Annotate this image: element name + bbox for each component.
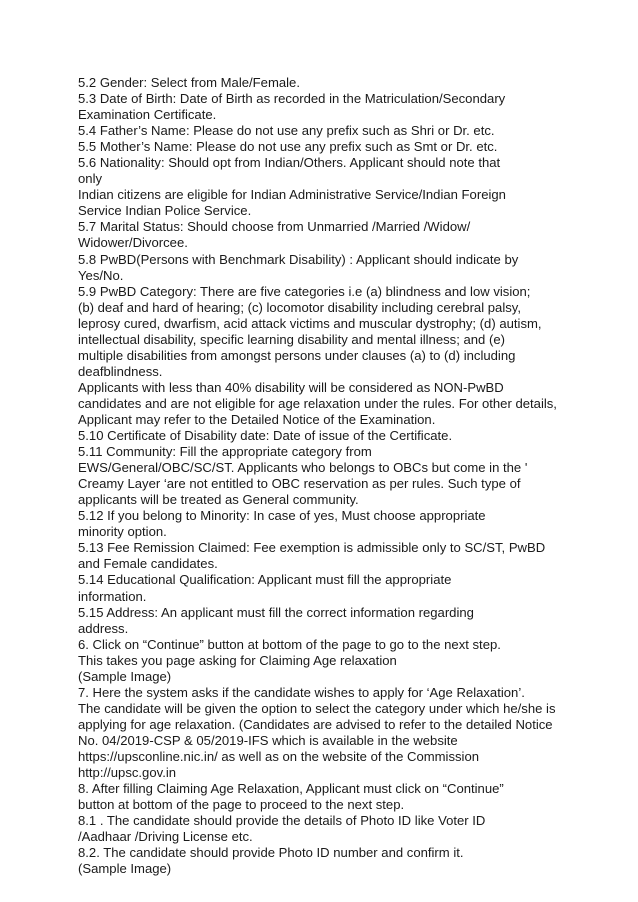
text-line: 5.3 Date of Birth: Date of Birth as recorded in the Matriculation/Secondary xyxy=(78,91,506,107)
text-line: Indian citizens are eligible for Indian Administrative Service/Indian Foreign xyxy=(78,187,506,203)
text-line: 5.2 Gender: Select from Male/Female. xyxy=(78,75,300,90)
text-line: Service Indian Police Service. xyxy=(78,203,252,219)
text-line: Examination Certificate. xyxy=(78,107,217,123)
text-line: 7. Here the system asks if the candidate wishes to apply for ‘Age Relaxation’. xyxy=(78,684,525,700)
text-line: button at bottom of the page to proceed to the next step. xyxy=(78,797,405,813)
text-line: 8.2. The candidate should provide Photo ID number and confirm it. xyxy=(78,845,464,861)
text-line: Widower/Divorcee. xyxy=(78,235,188,251)
text-line: 5.9 PwBD Category: There are five categories i.e (a) blindness and low vision; xyxy=(78,283,531,299)
text-line: http://upsc.gov.in xyxy=(78,765,177,781)
text-line: 5.6 Nationality: Should opt from Indian/Others. Applicant should note that xyxy=(78,155,501,171)
text-line: applicants will be treated as General community. xyxy=(78,492,359,508)
text-line: and Female candidates. xyxy=(78,556,218,572)
text-line: multiple disabilities from amongst persons under clauses (a) to (d) including xyxy=(78,347,516,363)
text-line: intellectual disability, specific learning disability and mental illness; and (e) xyxy=(78,331,505,347)
text-line: deafblindness. xyxy=(78,363,163,379)
text-line: No. 04/2019-CSP & 05/2019-IFS which is available in the website xyxy=(78,732,458,748)
text-line: (b) deaf and hard of hearing; (c) locomotor disability including cerebral palsy, xyxy=(78,299,521,315)
text-line: EWS/General/OBC/SC/ST. Applicants who belongs to OBCs but come in the ' xyxy=(78,460,528,476)
text-line: only xyxy=(78,171,103,187)
text-line: 8.1 . The candidate should provide the details of Photo ID like Voter ID xyxy=(78,813,486,829)
text-line: information. xyxy=(78,588,147,604)
text-line: Applicant may refer to the Detailed Notice of the Examination. xyxy=(78,411,436,427)
text-line: address. xyxy=(78,620,129,636)
text-line: 8. After filling Claiming Age Relaxation, Applicant must click on “Continue” xyxy=(78,781,504,797)
document-body xyxy=(78,75,568,877)
text-line: 5.10 Certificate of Disability date: Date of issue of the Certificate. xyxy=(78,428,453,444)
text-line: 5.7 Marital Status: Should choose from Unmarried /Married /Widow/ xyxy=(78,219,471,235)
text-line: https://upsconline.nic.in/ as well as on the website of the Commission xyxy=(78,748,480,764)
text-line: 5.5 Mother’s Name: Please do not use any prefix such as Smt or Dr. etc. xyxy=(78,139,498,155)
text-line: 5.14 Educational Qualification: Applicant must fill the appropriate xyxy=(78,572,452,588)
text-line: 5.8 PwBD(Persons with Benchmark Disability) : Applicant should indicate by xyxy=(78,251,519,267)
text-line: Creamy Layer ‘are not entitled to OBC reservation as per rules. Such type of xyxy=(78,476,521,492)
text-line: 5.12 If you belong to Minority: In case of yes, Must choose appropriate xyxy=(78,508,486,524)
text-line: candidates and are not eligible for age relaxation under the rules. For other details, xyxy=(78,395,557,411)
text-line: Applicants with less than 40% disability will be considered as NON-PwBD xyxy=(78,379,504,395)
text-line: 5.4 Father’s Name: Please do not use any prefix such as Shri or Dr. etc. xyxy=(78,123,495,139)
text-line: 6. Click on “Continue” button at bottom of the page to go to the next step. xyxy=(78,636,501,652)
text-line: minority option. xyxy=(78,524,167,540)
text-line: (Sample Image) xyxy=(78,668,172,684)
text-line: 5.15 Address: An applicant must fill the correct information regarding xyxy=(78,604,474,620)
text-line: The candidate will be given the option to select the category under which he/she is xyxy=(78,700,556,716)
text-line: Yes/No. xyxy=(78,267,124,283)
text-line: This takes you page asking for Claiming Age relaxation xyxy=(78,652,397,668)
text-line: 5.11 Community: Fill the appropriate category from xyxy=(78,444,372,460)
text-line: /Aadhaar /Driving License etc. xyxy=(78,829,253,845)
text-line: applying for age relaxation. (Candidates are advised to refer to the detailed Notice xyxy=(78,716,553,732)
text-line: leprosy cured, dwarfism, acid attack victims and muscular dystrophy; (d) autism, xyxy=(78,315,542,331)
text-line: 5.13 Fee Remission Claimed: Fee exemption is admissible only to SC/ST, PwBD xyxy=(78,540,546,556)
text-line: (Sample Image) xyxy=(78,861,172,877)
